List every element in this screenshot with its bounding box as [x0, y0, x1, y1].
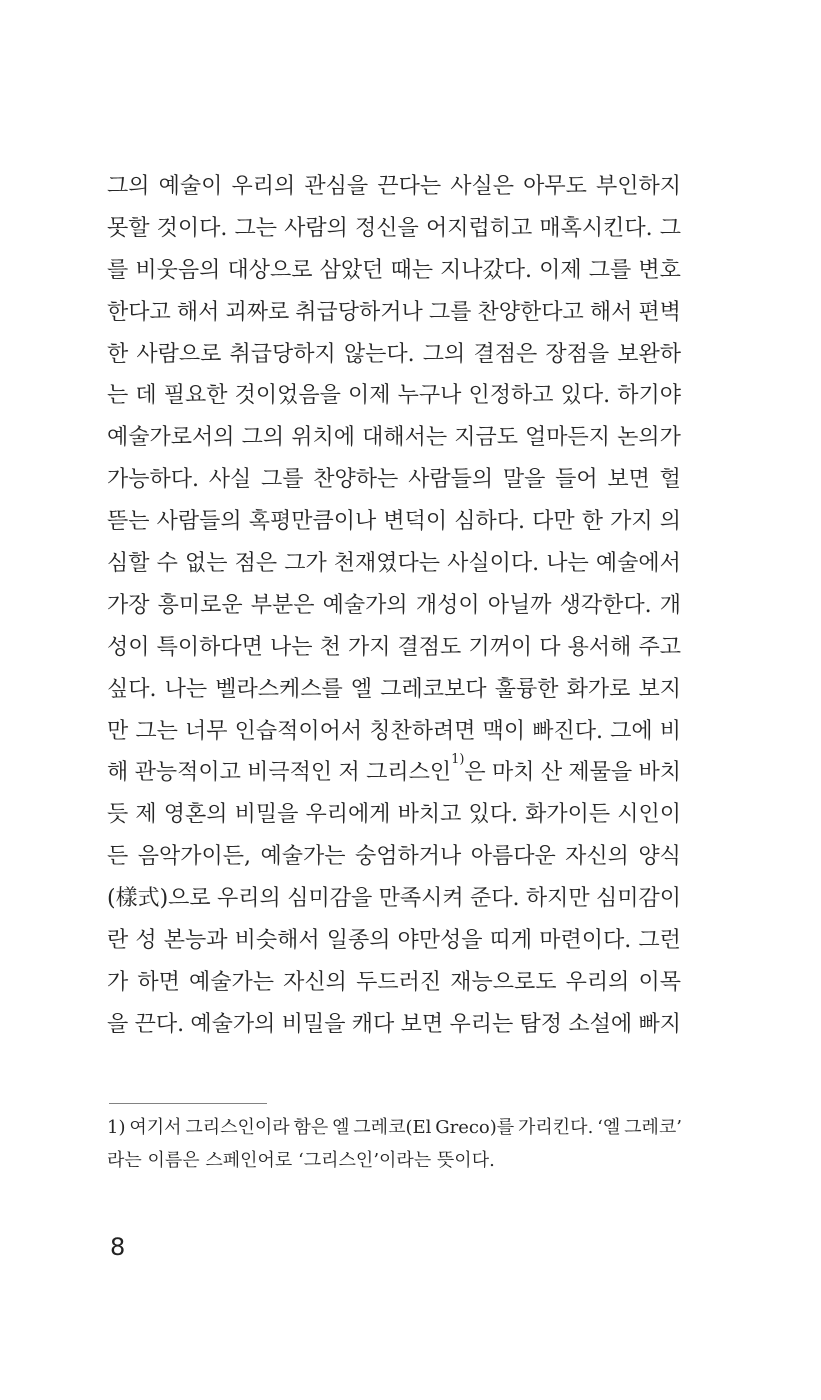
body-text-line: 심할 수 없는 점은 그가 천재였다는 사실이다. 나는 예술에서 [107, 551, 681, 577]
body-text-line: 한다고 해서 괴짜로 취급당하거나 그를 찬양한다고 해서 편벽 [107, 299, 681, 325]
body-text-line: 싶다. 나는 벨라스케스를 엘 그레코보다 훌륭한 화가로 보지 [107, 676, 681, 702]
body-text-line: 한 사람으로 취급당하지 않는다. 그의 결점은 장점을 보완하 [107, 341, 681, 367]
footnote-divider [109, 1103, 267, 1104]
body-text-line: 못할 것이다. 그는 사람의 정신을 어지럽히고 매혹시킨다. 그 [107, 215, 681, 241]
body-text-line: 가능하다. 사실 그를 찬양하는 사람들의 말을 들어 보면 헐 [107, 467, 681, 493]
footnote [107, 1112, 682, 1177]
body-text-line: (樣式)으로 우리의 심미감을 만족시켜 준다. 하지만 심미감이 [107, 886, 681, 912]
body-text-line: 는 데 필요한 것이었음을 이제 누구나 인정하고 있다. 하기야 [107, 383, 681, 409]
footnote-reference: 1) [451, 752, 465, 768]
body-text-line: 가 하면 예술가는 자신의 두드러진 재능으로도 우리의 이목 [107, 969, 681, 995]
body-text-line: 그의 예술이 우리의 관심을 끈다는 사실은 아무도 부인하지 [107, 174, 681, 199]
page-number: 8 [110, 1233, 126, 1261]
body-text-line: 란 성 본능과 비슷해서 일종의 야만성을 띠게 마련이다. 그런 [107, 928, 681, 954]
footnote-line: 라는 이름은 스페인어로 ‘그리스인’이라는 뜻이다. [107, 1149, 495, 1171]
body-text-line: 을 끈다. 예술가의 비밀을 캐다 보면 우리는 탐정 소설에 빠지 [107, 1011, 681, 1037]
body-text-line: 듯 제 영혼의 비밀을 우리에게 바치고 있다. 화가이든 시인이 [107, 802, 681, 828]
body-text-line: 뜯는 사람들의 혹평만큼이나 변덕이 심하다. 다만 한 가지 의 [107, 509, 681, 535]
body-text [107, 166, 681, 1046]
body-text-line: 성이 특이하다면 나는 천 가지 결점도 기꺼이 다 용서해 주고 [107, 634, 681, 660]
body-text-line: 만 그는 너무 인습적이어서 칭찬하려면 맥이 빠진다. 그에 비 [107, 718, 681, 744]
body-text-line: 예술가로서의 그의 위치에 대해서는 지금도 얼마든지 논의가 [107, 425, 681, 451]
footnote-line: 1) 여기서 그리스인이라 함은 엘 그레코(El Greco)를 가리킨다. ‘엘 그레코’ [107, 1117, 682, 1138]
body-text-line: 가장 흥미로운 부분은 예술가의 개성이 아닐까 생각한다. 개 [107, 592, 681, 618]
body-text-line: 해 관능적이고 비극적인 저 그리스인$^{1)}$은 마치 산 제물을 바치 [107, 752, 681, 786]
body-text-line: 를 비웃음의 대상으로 삼았던 때는 지나갔다. 이제 그를 변호 [107, 257, 681, 283]
body-text-line: 든 음악가이든, 예술가는 숭엄하거나 아름다운 자신의 양식 [107, 844, 681, 870]
